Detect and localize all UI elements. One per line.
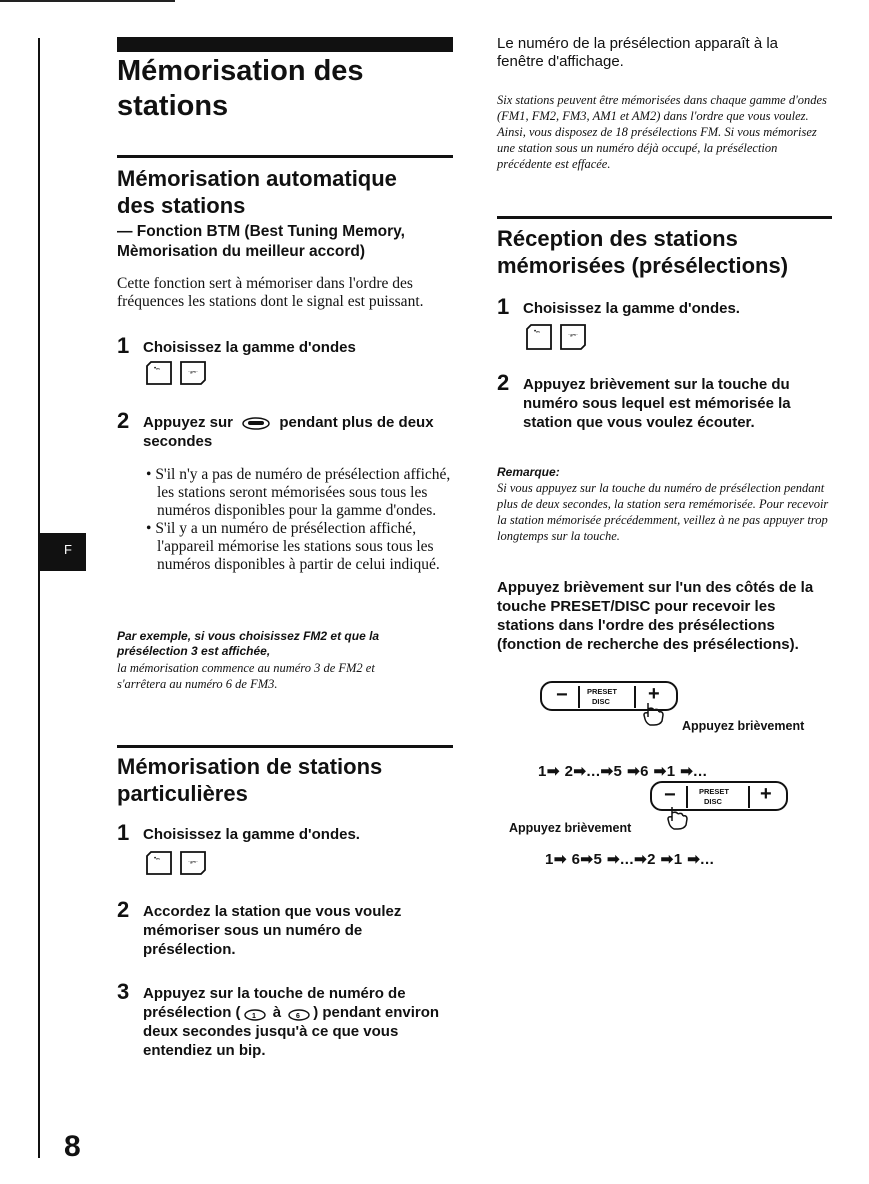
example-head: Par exemple, si vous choisissez FM2 et que la présélection 3 est affichée, <box>117 629 380 658</box>
reception-section-rule <box>497 216 832 219</box>
particular-step-3 <box>117 981 447 1060</box>
particular-section-rule <box>117 745 453 748</box>
step-number: 2 <box>117 897 130 922</box>
main-title: Mémorisation des stations <box>117 55 364 122</box>
particular-step-1 <box>117 822 457 844</box>
svg-text:·ₐₘ·: ·ₐₘ· <box>188 859 198 865</box>
step-text: Choisissez la gamme d'ondes. <box>523 300 740 317</box>
step-number: 1 <box>117 820 130 845</box>
caption-press-minus: Appuyez brièvement <box>509 821 632 835</box>
finger-press-icon <box>664 805 690 831</box>
right-intro-note: Six stations peuvent être mémorisées dans chaque gamme d'ondes (FM1, FM2, FM3, AM1 et AM2) dans l'ordre que vous voulez. Ainsi, vous disposez de 18 présélections FM. Si vous mémorisez une station sous un numéro déjà occupé, la présélection précédente est effacée. <box>497 93 827 171</box>
right-intro: Le numéro de la présélection apparaît à la fenêtre d'affichage. <box>497 35 779 70</box>
divider <box>748 786 750 808</box>
reception-section-title: Réception des stations mémorisées (présélections) <box>497 226 789 278</box>
step-number: 1 <box>497 294 510 319</box>
plus-label: + <box>648 683 660 705</box>
bullet-item: • S'il n'y a pas de numéro de présélection affiché, les stations seront mémorisées sous tous les numéros disponibles pour la gamme d'ondes. <box>146 466 451 519</box>
bullet-item: • S'il y a un numéro de présélection affiché, l'appareil mémorise les stations sous tous les numéros disponibles à partir de celui indiqué. <box>146 520 440 573</box>
page-number: 8 <box>64 1130 81 1163</box>
particular-section-title: Mémorisation de stations particulières <box>117 754 383 806</box>
language-tab-letter: F <box>64 542 72 557</box>
svg-text:•ₘ: •ₘ <box>154 856 160 862</box>
step-text: à <box>272 1004 282 1021</box>
preset-6-button-icon <box>287 1005 311 1021</box>
step-number: 2 <box>117 408 130 433</box>
step-text: Choisissez la gamme d'ondes <box>143 339 356 356</box>
preset-disc-button-diagram-down <box>650 781 800 837</box>
divider <box>578 686 580 708</box>
reception-step-1 <box>497 296 827 318</box>
band-buttons-icon <box>145 360 215 388</box>
example-body: la mémorisation commence au numéro 3 de FM2 et s'arrêtera au numéro 6 de FM3. <box>117 661 375 691</box>
band-buttons-icon <box>145 850 215 878</box>
svg-text:•ₘ: •ₘ <box>154 366 160 372</box>
particular-step-2 <box>117 899 447 959</box>
step-number: 3 <box>117 979 130 1004</box>
preset-search-instruction: Appuyez brièvement sur l'un des côtés de la touche PRESET/DISC pour recevoir les stations dans l'ordre des présélections (fonction de recherche des présélections). <box>497 579 814 653</box>
svg-text:·ₐₘ·: ·ₐₘ· <box>568 332 578 338</box>
divider <box>634 686 636 708</box>
reception-step-2 <box>497 372 817 432</box>
minus-label: − <box>556 684 568 706</box>
band-buttons-icon <box>525 323 595 353</box>
preset-disc-button-diagram-up <box>540 681 700 731</box>
step-number: 1 <box>117 333 130 358</box>
auto-section-title: Mémorisation automatique des stations <box>117 166 397 218</box>
remark-body: Si vous appuyez sur la touche du numéro de présélection pendant plus de deux secondes, la station sera remémorisée. Pour recevoir la station mémorisée précédemment, veillez à ne pas appuyer trop longtemps sur la touche. <box>497 481 829 543</box>
band-buttons <box>145 360 215 393</box>
svg-text:·ₐₘ·: ·ₐₘ· <box>188 369 198 375</box>
auto-section-subtitle: — Fonction BTM (Best Tuning Memory, Mèmorisation du meilleur accord) <box>117 223 405 260</box>
margin-line <box>38 38 40 1158</box>
auto-bullets <box>143 466 453 574</box>
main-title-bar <box>117 37 453 52</box>
disc-label: DISC <box>704 797 722 806</box>
finger-press-icon <box>640 701 666 727</box>
sequence-down: 1➡ 6➡5 ➡...➡2 ➡1 ➡... <box>545 851 715 868</box>
step-text: Appuyez sur la touche de numéro de présélection ( <box>143 985 406 1021</box>
btm-button-icon <box>241 417 271 430</box>
step-number: 2 <box>497 370 510 395</box>
auto-section-rule <box>117 155 453 158</box>
minus-label: − <box>664 784 676 806</box>
top-rule-left <box>0 0 175 2</box>
auto-step-2 <box>117 410 437 451</box>
preset-1-button-icon <box>243 1005 267 1021</box>
step-text: ) pendant environ deux secondes jusqu'à ce que vous entendiez un bip. <box>143 1004 440 1059</box>
step-text: Appuyez sur <box>143 414 234 431</box>
disc-label: DISC <box>592 697 610 706</box>
svg-text:•ₘ: •ₘ <box>534 329 540 335</box>
step-text: Choisissez la gamme d'ondes. <box>143 826 360 843</box>
band-buttons <box>145 850 215 883</box>
auto-step-1 <box>117 335 457 357</box>
step-text: Appuyez brièvement sur la touche du numéro sous lequel est mémorisée la station que vous voulez écouter. <box>523 376 791 431</box>
remark-head: Remarque: <box>497 465 560 479</box>
caption-press-plus: Appuyez brièvement <box>682 719 805 733</box>
sequence-up: 1➡ 2➡...➡5 ➡6 ➡1 ➡... <box>538 763 708 780</box>
plus-label: + <box>760 783 772 805</box>
auto-section-intro: Cette fonction sert à mémoriser dans l'ordre des fréquences les stations dont le signal est puissant. <box>117 275 424 310</box>
band-buttons <box>525 323 595 358</box>
preset-label: PRESET <box>699 787 730 796</box>
svg-text:1: 1 <box>251 1013 256 1021</box>
step-text: Accordez la station que vous voulez mémoriser sous un numéro de présélection. <box>143 903 402 958</box>
step-text: pendant plus de deux secondes <box>143 414 434 450</box>
preset-label: PRESET <box>587 687 618 696</box>
svg-text:6: 6 <box>296 1013 301 1021</box>
language-tab <box>40 533 86 571</box>
